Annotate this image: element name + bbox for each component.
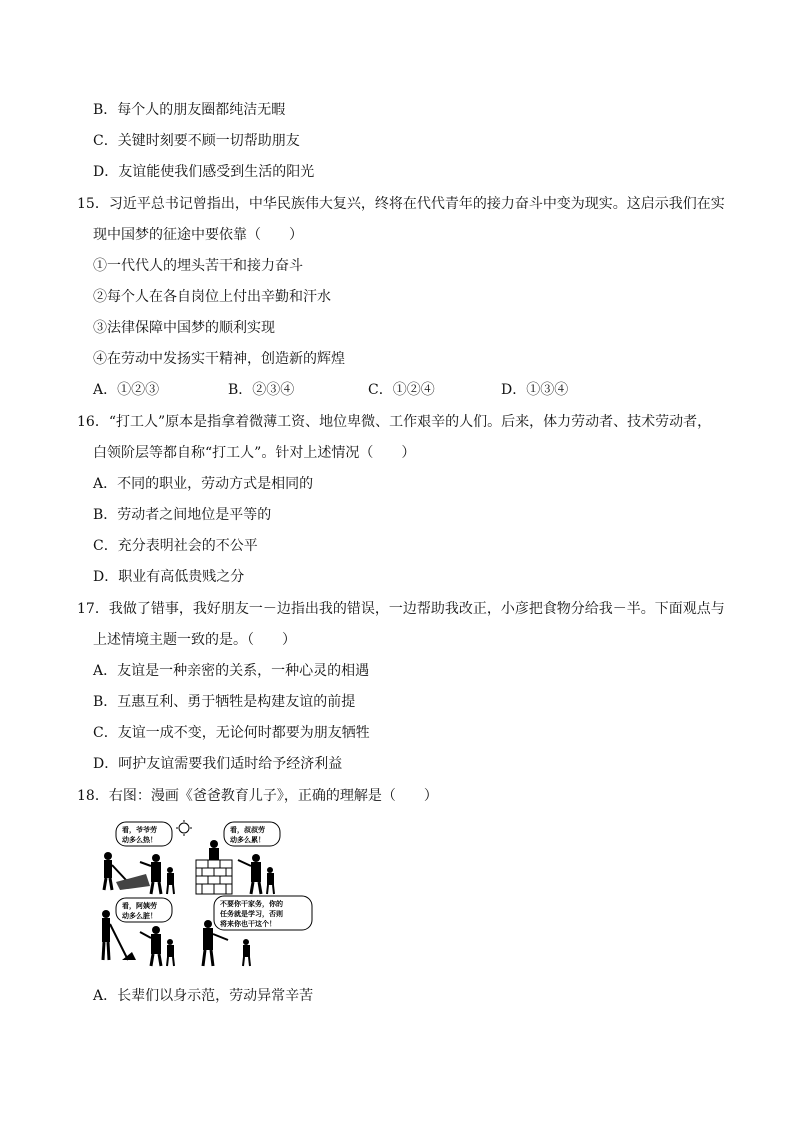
q15-option-d: D．①③④ — [501, 382, 569, 398]
q17-option-b: B．互惠互利、勇于牺牲是构建友谊的前提 — [93, 694, 356, 710]
comic-panel-3 — [102, 898, 174, 966]
comic-panel-1 — [104, 820, 192, 894]
q15-options-row — [93, 380, 653, 402]
q15-stem-line2: 现中国梦的征途中要依靠（ ） — [93, 227, 303, 243]
panel4-bubble-line3: 将来你也干这个！ — [220, 920, 276, 928]
panel1-bubble-line1: 看，爷爷劳 — [122, 826, 157, 834]
q15-option-c: C．①②④ — [368, 382, 435, 398]
q15-item-2: ②每个人在各自岗位上付出辛勤和汗水 — [93, 289, 331, 305]
q16-option-c: C．充分表明社会的不公平 — [93, 538, 258, 554]
q16-stem-line1: 16．“打工人”原本是指拿着微薄工资、地位卑微、工作艰辛的人们。后来，体力劳动者、技术劳动者， — [77, 414, 712, 430]
panel3-bubble-line1: 看，阿姨劳 — [122, 902, 157, 910]
panel4-bubble-line2: 任务就是学习，否则 — [220, 910, 283, 918]
panel3-bubble-line2: 动多么脏！ — [122, 912, 157, 920]
panel1-bubble-line2: 动多么热！ — [122, 836, 157, 844]
comic-panel-4 — [203, 896, 312, 966]
q14-option-b: B．每个人的朋友圈都纯洁无暇 — [93, 102, 286, 118]
q18-option-a: A．长辈们以身示范，劳动异常辛苦 — [93, 988, 314, 1004]
panel2-bubble-line2: 动多么累！ — [230, 836, 265, 844]
q17-option-c: C．友谊一成不变，无论何时都要为朋友牺牲 — [93, 725, 370, 741]
q17-option-d: D．呵护友谊需要我们适时给予经济利益 — [93, 756, 343, 772]
q17-option-a: A．友谊是一种亲密的关系，一种心灵的相遇 — [93, 663, 370, 679]
q18-stem: 18．右图：漫画《爸爸教育儿子》，正确的理解是（ ） — [77, 788, 438, 804]
comic-panel-2 — [196, 822, 280, 894]
q14-option-c: C．关键时刻要不顾一切帮助朋友 — [93, 133, 300, 149]
q16-option-a: A．不同的职业，劳动方式是相同的 — [93, 476, 314, 492]
q15-option-a: A．①②③ — [93, 382, 160, 398]
q17-stem-line2: 上述情境主题一致的是。（ ） — [93, 632, 296, 648]
q16-stem-line2: 白领阶层等都自称“打工人”。针对上述情况（ ） — [93, 445, 416, 461]
q15-item-3: ③法律保障中国梦的顺利实现 — [93, 320, 275, 336]
q15-option-b: B．②③④ — [228, 382, 295, 398]
panel4-bubble-line1: 不要你干家务，你的 — [220, 900, 283, 908]
q17-stem-line1: 17．我做了错事，我好朋友一－边指出我的错误，一边帮助我改正，小彦把食物分给我－半。下面观点与 — [77, 601, 725, 617]
q16-option-b: B．劳动者之间地位是平等的 — [93, 507, 272, 523]
q15-item-1: ①一代代人的埋头苦干和接力奋斗 — [93, 258, 303, 274]
q15-item-4: ④在劳动中发扬实干精神，创造新的辉煌 — [93, 351, 345, 367]
q16-option-d: D．职业有高低贵贱之分 — [93, 569, 245, 585]
q18-comic-illustration — [96, 820, 326, 970]
q14-option-d: D．友谊能使我们感受到生活的阳光 — [93, 164, 315, 180]
q15-stem-line1: 15．习近平总书记曾指出，中华民族伟大复兴，终将在代代青年的接力奋斗中变为现实。这启示我们在实 — [77, 196, 725, 212]
panel2-bubble-line1: 看，叔叔劳 — [230, 826, 265, 834]
